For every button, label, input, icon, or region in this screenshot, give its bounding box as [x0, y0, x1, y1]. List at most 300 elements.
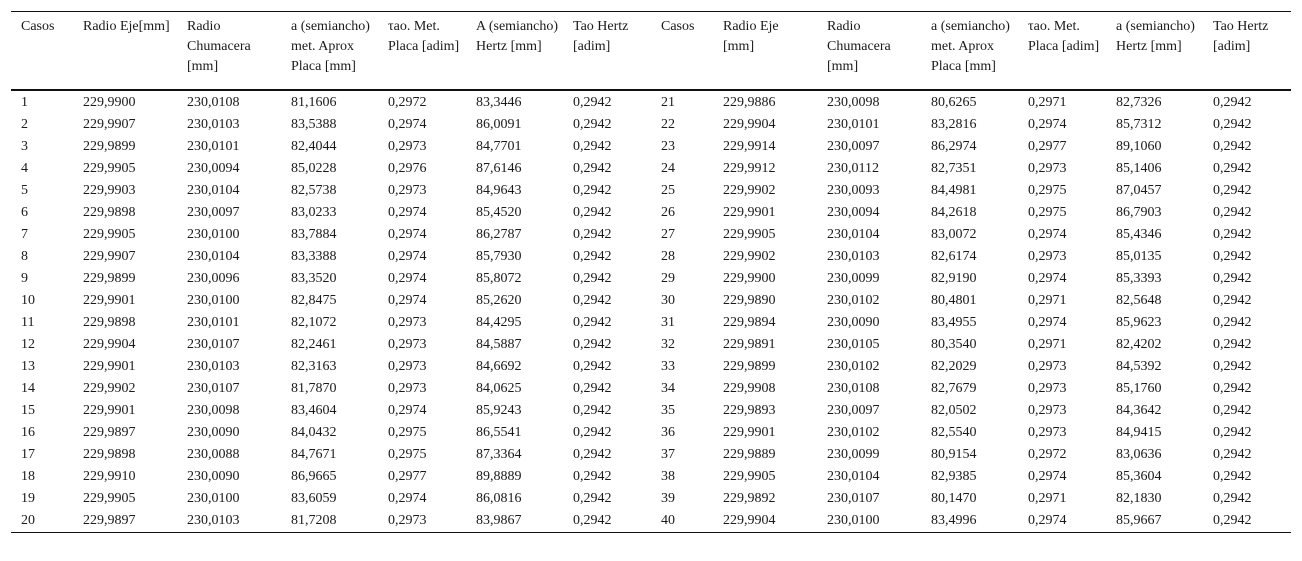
table-cell: 19 [21, 490, 35, 506]
table-cell: 229,9898 [83, 446, 136, 462]
table-cell: 230,0102 [827, 292, 880, 308]
table-cell: 229,9899 [83, 138, 136, 154]
table-cell: 0,2942 [573, 94, 612, 110]
table-cell: 0,2973 [388, 138, 427, 154]
table-cell: 229,9899 [723, 358, 776, 374]
table-cell: 230,0099 [827, 446, 880, 462]
table-cell: 0,2942 [1213, 336, 1252, 352]
table-cell: 17 [21, 446, 35, 462]
table-cell: 229,9889 [723, 446, 776, 462]
table-cell: 230,0098 [827, 94, 880, 110]
table-cell: 25 [661, 182, 675, 198]
table-cell: 230,0098 [187, 402, 240, 418]
table-cell: 84,9415 [1116, 424, 1162, 440]
table-cell: 0,2974 [388, 116, 427, 132]
table-cell: 86,2787 [476, 226, 522, 242]
table-cell: 84,5392 [1116, 358, 1162, 374]
table-cell: 81,1606 [291, 94, 337, 110]
table-cell: 31 [661, 314, 675, 330]
table-cell: 80,1470 [931, 490, 977, 506]
table-cell: 230,0107 [187, 336, 240, 352]
table-cell: 83,4604 [291, 402, 337, 418]
table-cell: 0,2942 [1213, 424, 1252, 440]
table-cell: 0,2973 [388, 380, 427, 396]
column-header: τao. Met. Placa [adim] [388, 19, 460, 54]
table-cell: 83,4996 [931, 512, 977, 528]
table-cell: 84,0625 [476, 380, 522, 396]
table-row [11, 90, 1291, 114]
table-cell: 83,5388 [291, 116, 337, 132]
table-cell: 82,9385 [931, 468, 977, 484]
table-cell: 8 [21, 248, 28, 264]
table-cell: 24 [661, 160, 675, 176]
table-cell: 229,9914 [723, 138, 776, 154]
table-row [11, 180, 1291, 202]
table-cell: 230,0107 [827, 490, 880, 506]
table-cell: 84,0432 [291, 424, 337, 440]
table-cell: 20 [21, 512, 35, 528]
table-cell: 230,0105 [827, 336, 880, 352]
table-cell: 82,1830 [1116, 490, 1162, 506]
table-cell: 230,0104 [187, 248, 240, 264]
table-cell: 0,2973 [1028, 424, 1067, 440]
table-cell: 85,2620 [476, 292, 522, 308]
table-cell: 0,2942 [1213, 468, 1252, 484]
column-header: Radio Eje[mm] [83, 19, 170, 34]
table-row [11, 312, 1291, 334]
table-cell: 230,0088 [187, 446, 240, 462]
table-cell: 0,2977 [388, 468, 427, 484]
table-cell: 36 [661, 424, 675, 440]
table-cell: 230,0090 [187, 468, 240, 484]
table-cell: 38 [661, 468, 675, 484]
table-cell: 0,2974 [388, 490, 427, 506]
table-cell: 12 [21, 336, 35, 352]
table-cell: 229,9904 [723, 512, 776, 528]
table-cell: 82,6174 [931, 248, 977, 264]
table-cell: 84,7701 [476, 138, 522, 154]
table-cell: 87,6146 [476, 160, 522, 176]
table-cell: 14 [21, 380, 35, 396]
table-cell: 0,2973 [1028, 160, 1067, 176]
column-header: Casos [21, 19, 55, 34]
table-cell: 0,2976 [388, 160, 427, 176]
table-cell: 0,2942 [573, 490, 612, 506]
table-cell: 230,0108 [187, 94, 240, 110]
table-cell: 84,4981 [931, 182, 977, 198]
table-cell: 229,9901 [83, 402, 136, 418]
table-cell: 229,9898 [83, 204, 136, 220]
table-cell: 40 [661, 512, 675, 528]
table-cell: 0,2971 [1028, 292, 1067, 308]
table-cell: 230,0101 [187, 314, 240, 330]
table-cell: 229,9904 [83, 336, 136, 352]
table-cell: 0,2942 [1213, 226, 1252, 242]
table-cell: 0,2975 [388, 446, 427, 462]
table-row [11, 466, 1291, 488]
table-cell: 230,0097 [187, 204, 240, 220]
table-cell: 230,0090 [187, 424, 240, 440]
table-cell: 86,5541 [476, 424, 522, 440]
table-cell: 83,7884 [291, 226, 337, 242]
table-row [11, 510, 1291, 533]
table-row [11, 246, 1291, 268]
table-cell: 229,9897 [83, 424, 136, 440]
table-row [11, 114, 1291, 136]
table-cell: 85,7312 [1116, 116, 1162, 132]
table-cell: 229,9886 [723, 94, 776, 110]
table-cell: 0,2942 [573, 160, 612, 176]
column-header: Casos [661, 19, 695, 34]
table-cell: 229,9890 [723, 292, 776, 308]
column-header: a (semiancho) met. Aprox Placa [mm] [291, 19, 370, 74]
table-cell: 0,2942 [1213, 160, 1252, 176]
column-header: Tao Hertz [adim] [573, 19, 629, 54]
table-cell: 230,0094 [827, 204, 880, 220]
column-header: A (semiancho) Hertz [mm] [476, 19, 559, 54]
table-cell: 229,9912 [723, 160, 776, 176]
column-header: Radio Chumacera [mm] [827, 19, 891, 74]
table-cell: 0,2977 [1028, 138, 1067, 154]
table-cell: 0,2974 [1028, 270, 1067, 286]
table-cell: 85,4520 [476, 204, 522, 220]
table-cell: 230,0093 [827, 182, 880, 198]
table-cell: 84,9643 [476, 182, 522, 198]
table-cell: 27 [661, 226, 675, 242]
table-cell: 80,4801 [931, 292, 977, 308]
table-cell: 229,9904 [723, 116, 776, 132]
table-cell: 28 [661, 248, 675, 264]
table-cell: 230,0104 [187, 182, 240, 198]
table-row [11, 444, 1291, 466]
table-cell: 0,2973 [1028, 402, 1067, 418]
table-cell: 85,0135 [1116, 248, 1162, 264]
table-cell: 37 [661, 446, 675, 462]
table-cell: 0,2942 [1213, 204, 1252, 220]
table-cell: 83,0072 [931, 226, 977, 242]
table-cell: 229,9901 [723, 204, 776, 220]
table-cell: 82,3163 [291, 358, 337, 374]
table-cell: 229,9905 [723, 226, 776, 242]
table-cell: 0,2974 [388, 248, 427, 264]
table-cell: 0,2974 [1028, 226, 1067, 242]
table-cell: 82,5738 [291, 182, 337, 198]
table-cell: 0,2942 [1213, 94, 1252, 110]
table-cell: 230,0099 [827, 270, 880, 286]
table-cell: 82,2461 [291, 336, 337, 352]
table-cell: 87,3364 [476, 446, 522, 462]
table-cell: 0,2972 [388, 94, 427, 110]
table-cell: 0,2973 [1028, 358, 1067, 374]
table-cell: 0,2942 [573, 468, 612, 484]
table-cell: 229,9900 [83, 94, 136, 110]
table-cell: 229,9893 [723, 402, 776, 418]
table-cell: 82,1072 [291, 314, 337, 330]
table-cell: 34 [661, 380, 675, 396]
table-cell: 230,0102 [827, 358, 880, 374]
table-cell: 0,2975 [1028, 204, 1067, 220]
table-cell: 81,7870 [291, 380, 337, 396]
table-cell: 84,2618 [931, 204, 977, 220]
table-cell: 0,2974 [388, 204, 427, 220]
table-cell: 18 [21, 468, 35, 484]
table-row [11, 334, 1291, 356]
table-cell: 0,2942 [1213, 248, 1252, 264]
table-cell: 84,3642 [1116, 402, 1162, 418]
table-cell: 85,0228 [291, 160, 337, 176]
table-cell: 0,2942 [573, 270, 612, 286]
table-cell: 0,2942 [1213, 402, 1252, 418]
table-cell: 5 [21, 182, 28, 198]
table-cell: 0,2975 [1028, 182, 1067, 198]
table-row [11, 136, 1291, 158]
table-row [11, 224, 1291, 246]
column-header: τao. Met. Placa [adim] [1028, 19, 1100, 54]
table-cell: 230,0107 [187, 380, 240, 396]
table-header-row [11, 12, 1291, 90]
table-cell: 0,2973 [388, 314, 427, 330]
table-cell: 0,2973 [1028, 248, 1067, 264]
table-cell: 0,2972 [1028, 446, 1067, 462]
table-row [11, 488, 1291, 510]
table-cell: 230,0103 [187, 512, 240, 528]
table-cell: 229,9907 [83, 116, 136, 132]
table-cell: 0,2971 [1028, 94, 1067, 110]
table-cell: 87,0457 [1116, 182, 1162, 198]
table-cell: 86,2974 [931, 138, 977, 154]
table-cell: 39 [661, 490, 675, 506]
table-cell: 9 [21, 270, 28, 286]
table-cell: 83,0636 [1116, 446, 1162, 462]
table-cell: 83,4955 [931, 314, 977, 330]
table-cell: 229,9901 [723, 424, 776, 440]
table-cell: 230,0090 [827, 314, 880, 330]
table-cell: 0,2942 [1213, 138, 1252, 154]
column-header: a (semiancho) Hertz [mm] [1116, 19, 1195, 54]
table-cell: 0,2942 [573, 116, 612, 132]
table-cell: 82,0502 [931, 402, 977, 418]
column-header: Tao Hertz [adim] [1213, 19, 1269, 54]
table-cell: 0,2942 [1213, 446, 1252, 462]
table-cell: 0,2942 [1213, 270, 1252, 286]
table-cell: 80,6265 [931, 94, 977, 110]
table-cell: 230,0096 [187, 270, 240, 286]
table-cell: 84,5887 [476, 336, 522, 352]
table-row [11, 356, 1291, 378]
table-cell: 83,3446 [476, 94, 522, 110]
table-cell: 229,9898 [83, 314, 136, 330]
table-cell: 80,3540 [931, 336, 977, 352]
table-cell: 230,0100 [187, 490, 240, 506]
table-cell: 86,0816 [476, 490, 522, 506]
table-cell: 0,2942 [1213, 358, 1252, 374]
table-cell: 230,0103 [187, 358, 240, 374]
table-cell: 82,7679 [931, 380, 977, 396]
table-cell: 7 [21, 226, 28, 242]
table-cell: 83,9867 [476, 512, 522, 528]
table-cell: 1 [21, 94, 28, 110]
table-cell: 4 [21, 160, 28, 176]
table-cell: 82,7326 [1116, 94, 1162, 110]
table-cell: 230,0094 [187, 160, 240, 176]
table-cell: 85,9243 [476, 402, 522, 418]
table-cell: 0,2942 [573, 248, 612, 264]
table-cell: 30 [661, 292, 675, 308]
column-header: Radio Chumacera [mm] [187, 19, 251, 74]
table-cell: 86,0091 [476, 116, 522, 132]
table-cell: 10 [21, 292, 35, 308]
table-row [11, 268, 1291, 290]
table-cell: 85,1406 [1116, 160, 1162, 176]
table-cell: 0,2974 [1028, 116, 1067, 132]
table-row [11, 158, 1291, 180]
table-cell: 84,6692 [476, 358, 522, 374]
table-row [11, 378, 1291, 400]
table-cell: 16 [21, 424, 35, 440]
table-cell: 83,3520 [291, 270, 337, 286]
table-cell: 86,9665 [291, 468, 337, 484]
table-cell: 230,0108 [827, 380, 880, 396]
table-cell: 230,0097 [827, 138, 880, 154]
table-cell: 0,2973 [388, 358, 427, 374]
table-cell: 0,2942 [573, 138, 612, 154]
table-cell: 229,9901 [83, 292, 136, 308]
table-cell: 0,2942 [573, 446, 612, 462]
table-cell: 89,8889 [476, 468, 522, 484]
table-cell: 230,0097 [827, 402, 880, 418]
table-cell: 0,2942 [573, 204, 612, 220]
table-cell: 85,9667 [1116, 512, 1162, 528]
table-cell: 85,8072 [476, 270, 522, 286]
table-cell: 0,2942 [1213, 380, 1252, 396]
table-cell: 33 [661, 358, 675, 374]
table-row [11, 202, 1291, 224]
table-cell: 229,9907 [83, 248, 136, 264]
table-cell: 85,4346 [1116, 226, 1162, 242]
table-cell: 29 [661, 270, 675, 286]
table-cell: 229,9905 [723, 468, 776, 484]
table-cell: 82,8475 [291, 292, 337, 308]
table-cell: 0,2942 [573, 314, 612, 330]
table-cell: 85,3393 [1116, 270, 1162, 286]
table-cell: 229,9891 [723, 336, 776, 352]
table-cell: 0,2973 [388, 182, 427, 198]
table-cell: 229,9897 [83, 512, 136, 528]
table-cell: 229,9905 [83, 226, 136, 242]
table-cell: 0,2942 [573, 512, 612, 528]
table-cell: 0,2942 [573, 402, 612, 418]
table-cell: 229,9892 [723, 490, 776, 506]
table-cell: 0,2942 [573, 182, 612, 198]
table-cell: 85,3604 [1116, 468, 1162, 484]
table-cell: 82,7351 [931, 160, 977, 176]
column-header: Radio Eje [mm] [723, 19, 779, 54]
table-cell: 230,0104 [827, 468, 880, 484]
table-cell: 32 [661, 336, 675, 352]
table-cell: 11 [21, 314, 35, 330]
table-cell: 85,7930 [476, 248, 522, 264]
table-cell: 3 [21, 138, 28, 154]
table-cell: 0,2974 [1028, 512, 1067, 528]
table-cell: 0,2942 [1213, 490, 1252, 506]
table-cell: 230,0100 [827, 512, 880, 528]
table-cell: 83,6059 [291, 490, 337, 506]
table-cell: 35 [661, 402, 675, 418]
table-cell: 0,2973 [388, 336, 427, 352]
table-cell: 83,3388 [291, 248, 337, 264]
table-cell: 229,9902 [723, 248, 776, 264]
table-cell: 0,2942 [1213, 512, 1252, 528]
table-cell: 89,1060 [1116, 138, 1162, 154]
table-cell: 0,2975 [388, 424, 427, 440]
table-cell: 0,2973 [388, 512, 427, 528]
table-cell: 230,0102 [827, 424, 880, 440]
table-cell: 84,4295 [476, 314, 522, 330]
table-cell: 85,9623 [1116, 314, 1162, 330]
table-cell: 22 [661, 116, 675, 132]
table-cell: 80,9154 [931, 446, 977, 462]
table-cell: 0,2942 [1213, 182, 1252, 198]
table-cell: 230,0103 [187, 116, 240, 132]
table-cell: 0,2971 [1028, 336, 1067, 352]
table-cell: 2 [21, 116, 28, 132]
table-cell: 0,2974 [388, 270, 427, 286]
table-row [11, 422, 1291, 444]
table-cell: 0,2942 [573, 336, 612, 352]
table-cell: 85,1760 [1116, 380, 1162, 396]
table-cell: 0,2974 [1028, 468, 1067, 484]
table-cell: 83,2816 [931, 116, 977, 132]
table-cell: 229,9901 [83, 358, 136, 374]
table-cell: 86,7903 [1116, 204, 1162, 220]
table-cell: 6 [21, 204, 28, 220]
table-cell: 0,2971 [1028, 490, 1067, 506]
table-cell: 0,2942 [1213, 292, 1252, 308]
table-cell: 229,9903 [83, 182, 136, 198]
table-cell: 83,0233 [291, 204, 337, 220]
table-cell: 229,9905 [83, 160, 136, 176]
table-cell: 0,2942 [573, 226, 612, 242]
table-cell: 15 [21, 402, 35, 418]
table-cell: 0,2974 [388, 226, 427, 242]
table-cell: 0,2974 [388, 402, 427, 418]
table-cell: 0,2974 [1028, 314, 1067, 330]
column-header: a (semiancho) met. Aprox Placa [mm] [931, 19, 1010, 74]
table-cell: 23 [661, 138, 675, 154]
table-cell: 229,9905 [83, 490, 136, 506]
results-table-container [11, 11, 1291, 533]
table-cell: 229,9894 [723, 314, 776, 330]
table-cell: 230,0104 [827, 226, 880, 242]
table-cell: 0,2974 [388, 292, 427, 308]
table-cell: 82,4202 [1116, 336, 1162, 352]
table-cell: 82,4044 [291, 138, 337, 154]
table-cell: 0,2942 [573, 380, 612, 396]
table-cell: 230,0112 [827, 160, 879, 176]
table-cell: 229,9902 [723, 182, 776, 198]
table-cell: 229,9900 [723, 270, 776, 286]
table-cell: 0,2942 [1213, 314, 1252, 330]
table-cell: 0,2973 [1028, 380, 1067, 396]
table-cell: 26 [661, 204, 675, 220]
table-cell: 82,5540 [931, 424, 977, 440]
table-cell: 230,0101 [187, 138, 240, 154]
table-body [11, 90, 1291, 533]
table-cell: 229,9899 [83, 270, 136, 286]
results-table [11, 11, 1291, 533]
table-cell: 0,2942 [573, 358, 612, 374]
table-row [11, 400, 1291, 422]
